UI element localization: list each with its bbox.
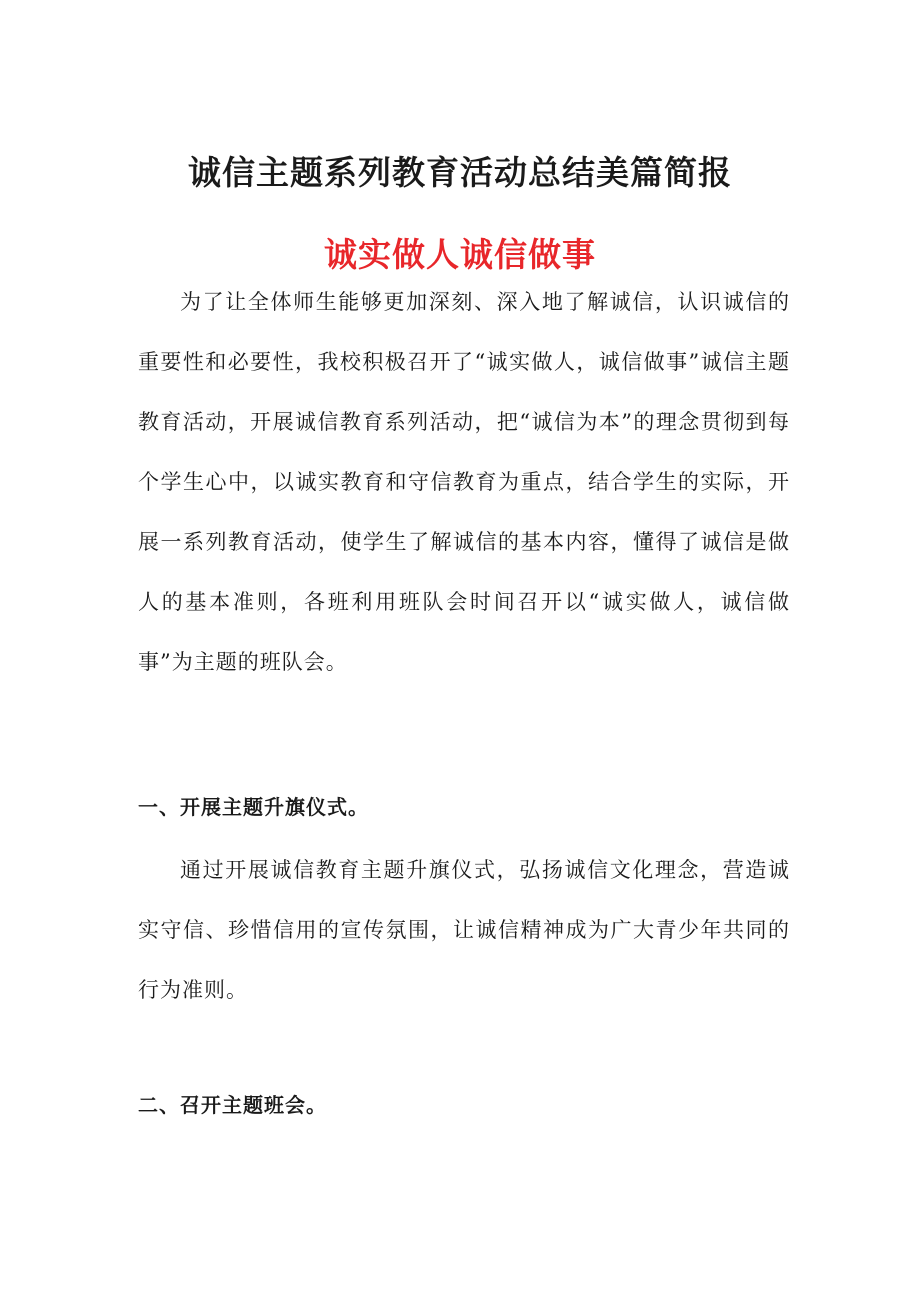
- document-subtitle: 诚实做人诚信做事: [324, 235, 596, 275]
- document-title: 诚信主题系列教育活动总结美篇简报: [188, 153, 732, 193]
- section-heading-2: 二、召开主题班会。: [138, 1093, 327, 1117]
- section-heading-1: 一、开展主题升旗仪式。: [138, 795, 369, 819]
- section-paragraph-1: 通过开展诚信教育主题升旗仪式，弘扬诚信文化理念，营造诚实守信、珍惜信用的宣传氛围，让诚信精神成为广大青少年共同的行为准则。: [138, 858, 790, 1002]
- intro-paragraph: 为了让全体师生能够更加深刻、深入地了解诚信，认识诚信的重要性和必要性，我校积极召开了“诚实做人，诚信做事”诚信主题教育活动，开展诚信教育系列活动，把“诚信为本”的理念贯彻到每个学生心中，以诚实教育和守信教育为重点，结合学生的实际，开展一系列教育活动，使学生了解诚信的基本内容，懂得了诚信是做人的基本准则，各班利用班队会时间召开以“诚实做人，诚信做事”为主题的班队会。: [138, 290, 790, 674]
